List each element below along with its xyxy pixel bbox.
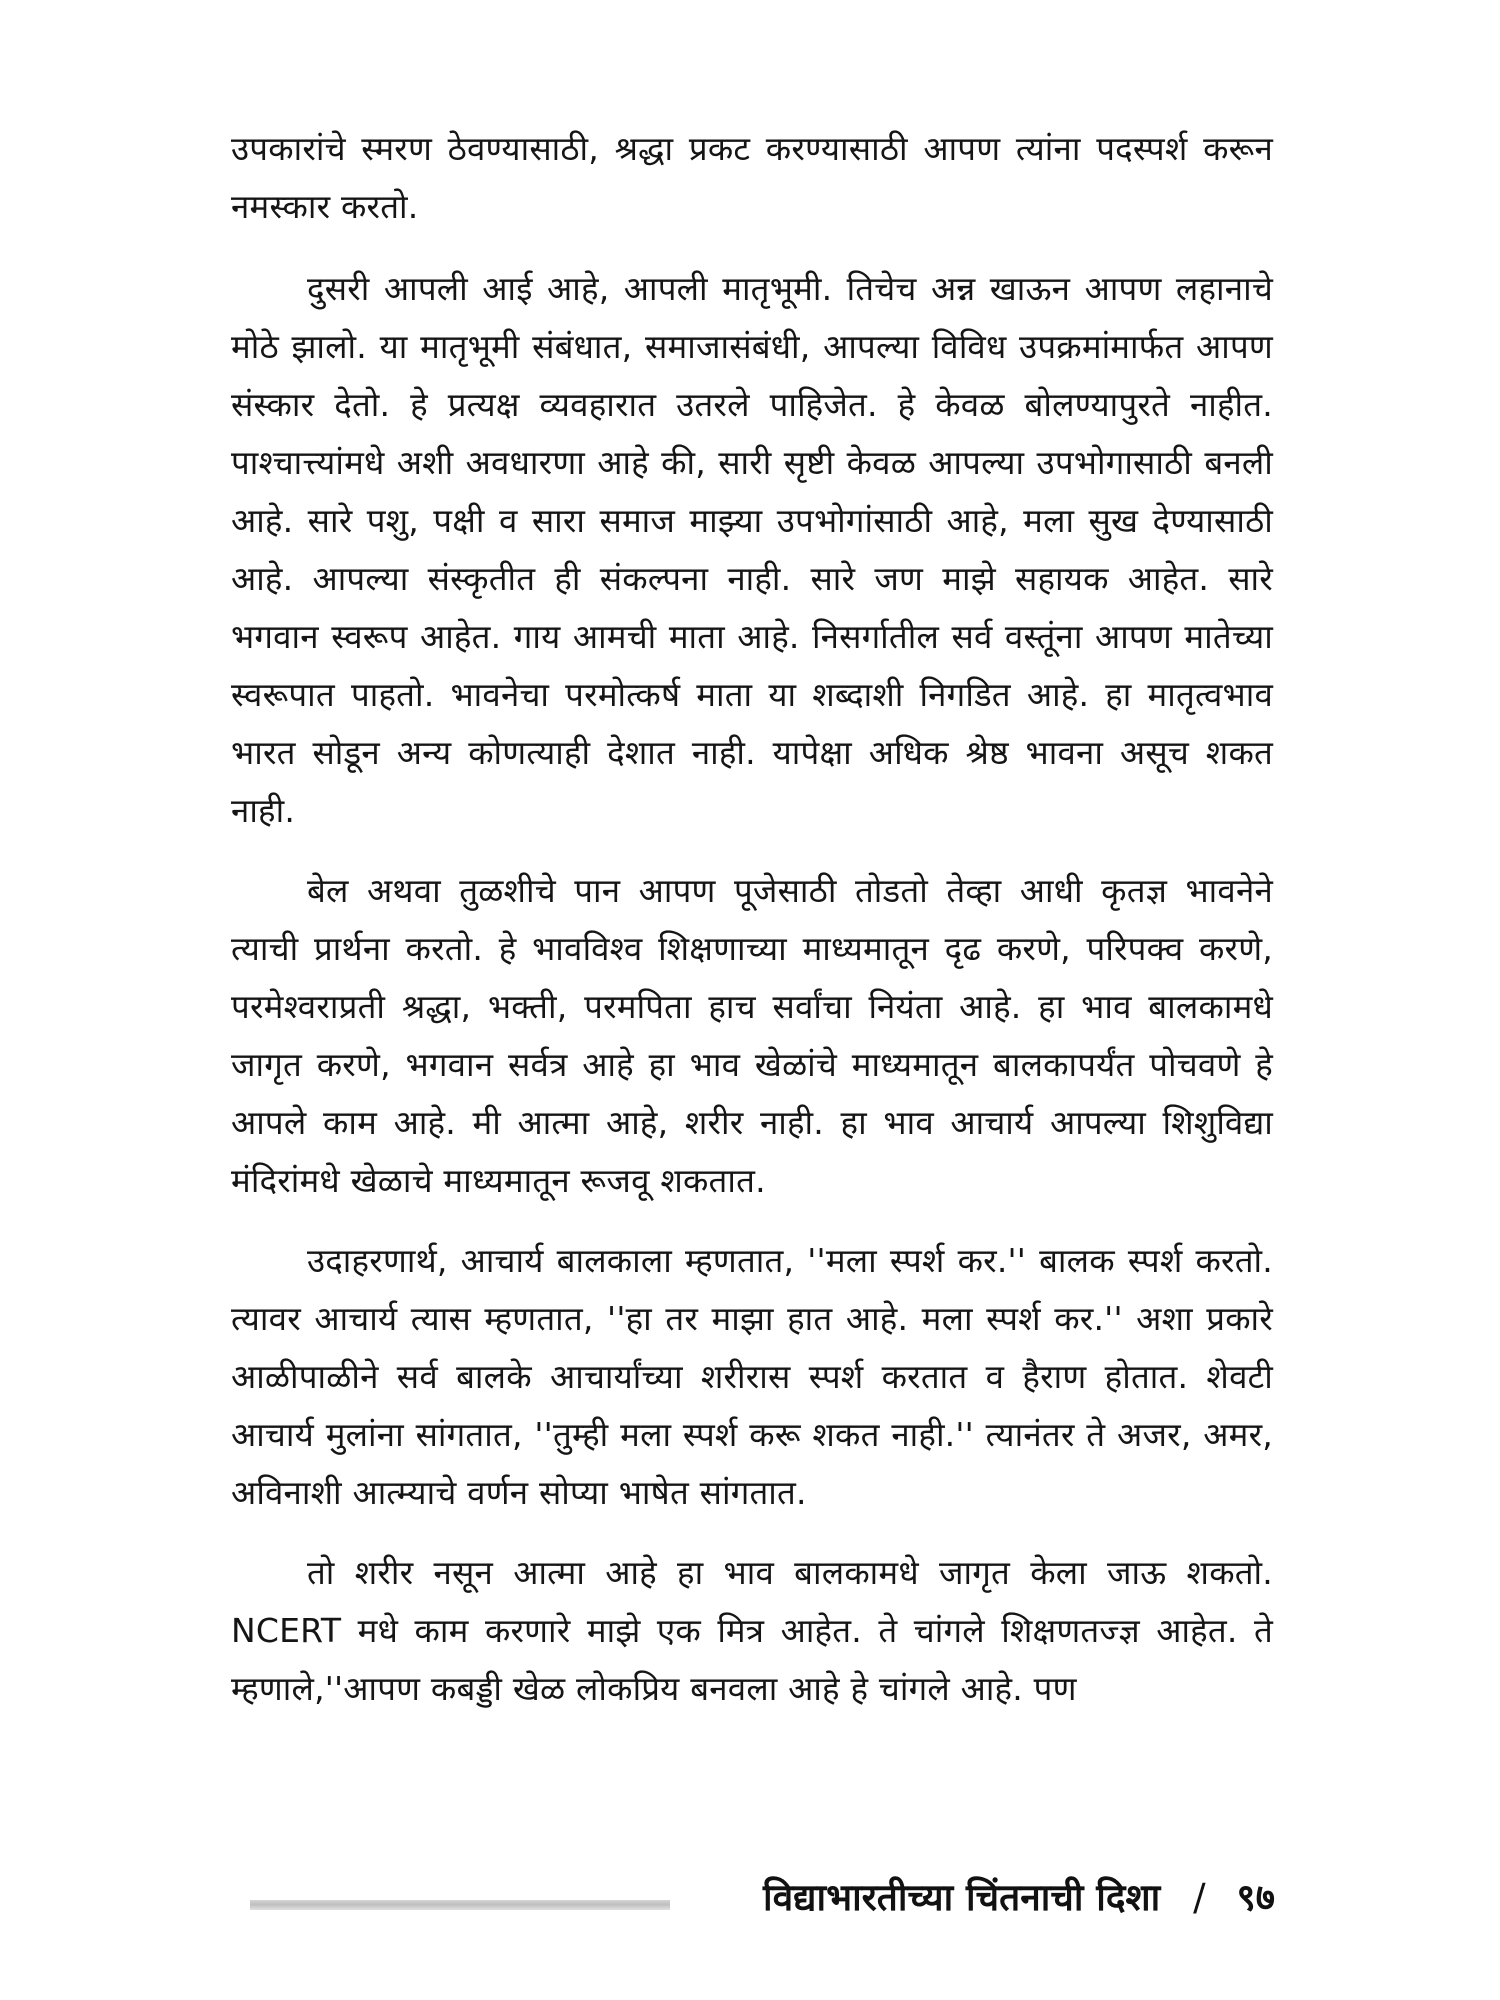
paragraph-continuation: उपकारांचे स्मरण ठेवण्यासाठी, श्रद्धा प्रकट करण्यासाठी आपण त्यांना पदस्पर्श करून नमस्कार करतो. xyxy=(231,129,1273,226)
footer-text xyxy=(763,1872,1275,1924)
footer-decorative-rule xyxy=(250,1900,670,1910)
paragraph-motherland: दुसरी आपली आई आहे, आपली मातृभूमी. तिचेच अन्न खाऊन आपण लहानाचे मोठे झालो. या मातृभूमी संबंधात, समाजासंबंधी, आपल्या विविध उपक्रमांमार्फत आपण संस्कार देतो. हे प्रत्यक्ष व्यवहारात उतरले पाहिजेत. हे केवळ बोलण्यापुरते नाहीत. पाश्चात्त्यांमधे अशी अवधारणा आहे की, सारी सृष्टी केवळ आपल्या उपभोगासाठी बनली आहे. सारे पशु, पक्षी व सारा समाज माझ्या उपभोगांसाठी आहे, मला सुख देण्यासाठी आहे. आपल्या संस्कृतीत ही संकल्पना नाही. सारे जण माझे सहायक आहेत. सारे भगवान स्वरूप आहेत. गाय आमची माता आहे. निसर्गातील सर्व वस्तूंना आपण मातेच्या स्वरूपात पाहतो. भावनेचा परमोत्कर्ष माता या शब्दाशी निगडित आहे. हा मातृत्वभाव भारत सोडून अन्य कोणत्याही देशात नाही. यापेक्षा अधिक श्रेष्ठ भावना असूच शकत नाही. xyxy=(231,269,1273,830)
paragraph-example: उदाहरणार्थ, आचार्य बालकाला म्हणतात, ''मला स्पर्श कर.'' बालक स्पर्श करतो. त्यावर आचार्य त्यास म्हणतात, ''हा तर माझा हात आहे. मला स्पर्श कर.'' अशा प्रकारे आळीपाळीने सर्व बालके आचार्यांच्या शरीरास स्पर्श करतात व हैराण होतात. शेवटी आचार्य मुलांना सांगतात, ''तुम्ही मला स्पर्श करू शकत नाही.'' त्यानंतर ते अजर, अमर, अविनाशी आत्म्याचे वर्णन सोप्या भाषेत सांगतात. xyxy=(231,1241,1273,1512)
page-number: ९७ xyxy=(1236,1876,1275,1919)
footer-separator: / xyxy=(1193,1876,1206,1919)
page-footer xyxy=(250,1872,1275,1932)
body-text xyxy=(231,120,1273,1740)
paragraph-ncert: तो शरीर नसून आत्मा आहे हा भाव बालकामधे जागृत केला जाऊ शकतो. NCERT मधे काम करणारे माझे एक मित्र आहेत. ते चांगले शिक्षणतज्ज्ञ आहेत. ते म्हणाले,''आपण कबड्डी खेळ लोकप्रिय बनवला आहे हे चांगले आहे. पण xyxy=(231,1553,1273,1708)
paragraph-worship-education: बेल अथवा तुळशीचे पान आपण पूजेसाठी तोडतो तेव्हा आधी कृतज्ञ भावनेने त्याची प्रार्थना करतो. हे भावविश्व शिक्षणाच्या माध्यमातून दृढ करणे, परिपक्व करणे, परमेश्वराप्रती श्रद्धा, भक्ती, परमपिता हाच सर्वांचा नियंता आहे. हा भाव बालकामधे जागृत करणे, भगवान सर्वत्र आहे हा भाव खेळांचे माध्यमातून बालकापर्यंत पोचवणे हे आपले काम आहे. मी आत्मा आहे, शरीर नाही. हा भाव आचार्य आपल्या शिशुविद्या मंदिरांमधे खेळाचे माध्यमातून रूजवू शकतात. xyxy=(231,871,1273,1200)
book-title: विद्याभारतीच्या चिंतनाची दिशा xyxy=(763,1876,1161,1919)
